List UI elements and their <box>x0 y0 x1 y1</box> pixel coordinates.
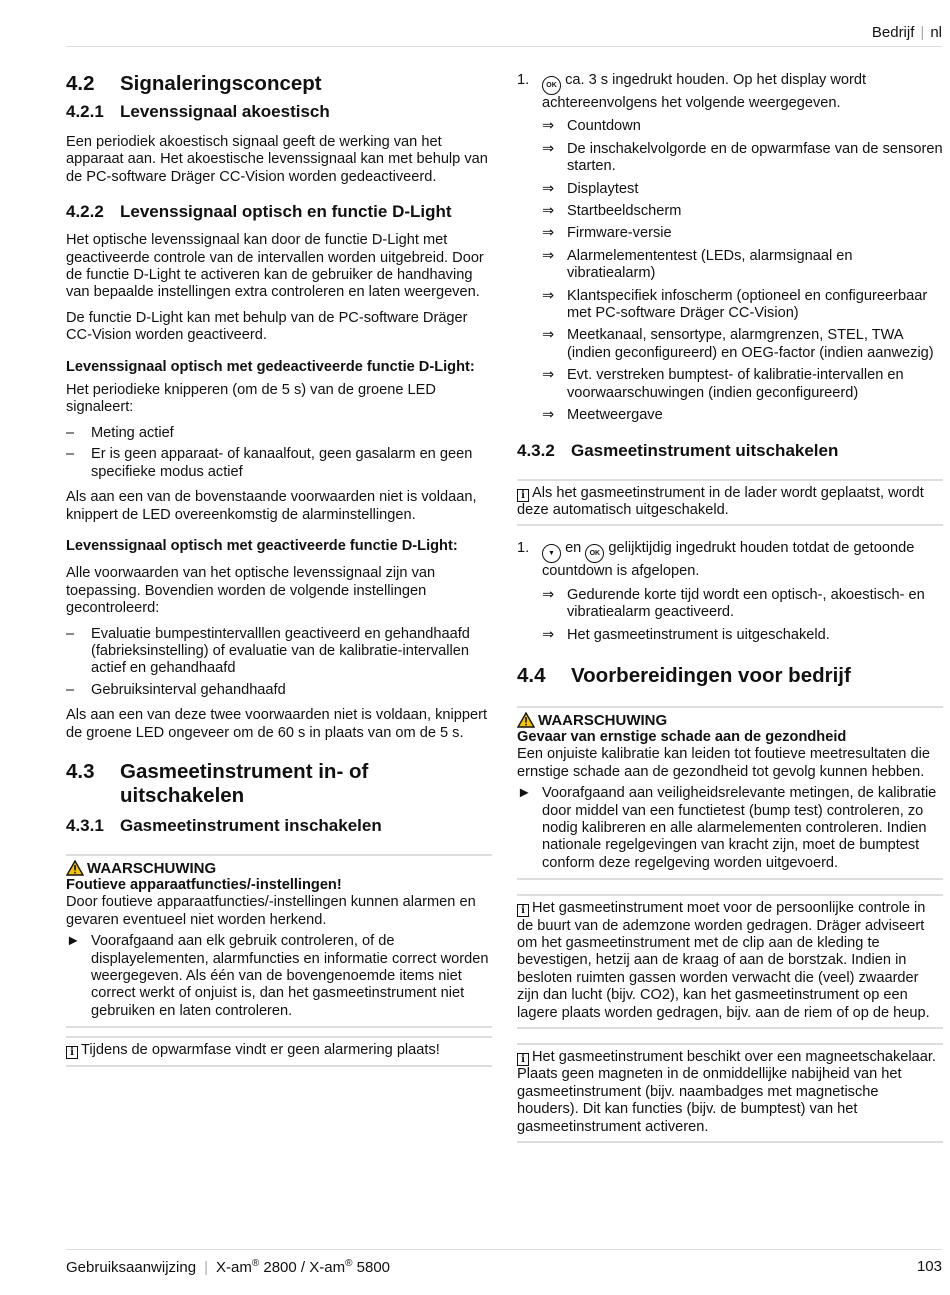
paragraph: Een periodiek akoestisch signaal geeft de werking van het apparaat aan. Het akoestische levenssignaal kan met behulp van de PC-software Dräger CC-Vision worden gedeactiveerd. <box>66 134 488 185</box>
list-item: – Er is geen apparaat- of kanaalfout, geen gasalarm en geen specifieke modus actief <box>66 446 473 480</box>
paragraph: Als aan een van de bovenstaande voorwaarden niet is voldaan, knippert de LED overeenkomstig de alarminstellingen. <box>66 489 477 523</box>
page-footer <box>66 1258 942 1276</box>
result-item: ⇒ Displaytest <box>542 180 639 197</box>
result-item: ⇒ Gedurende korte tijd wordt een optisch-, akoestisch- en vibratiealarm geactiveerd. <box>542 586 925 621</box>
right-column <box>517 72 943 1151</box>
warning-icon <box>517 712 535 728</box>
result-item: ⇒ Countdown <box>542 118 641 135</box>
result-item: ⇒ Klantspecifiek infoscherm (optioneel en configureerbaar met PC-software Dräger CC-Vision) <box>542 287 928 322</box>
result-item: ⇒ De inschakelvolgorde en de opwarmfase van de sensoren starten. <box>542 140 943 175</box>
paragraph: De functie D-Light kan met behulp van de PC-software Dräger CC-Vision worden geactiveerd. <box>66 309 468 344</box>
ok-button-icon: OK <box>542 76 561 95</box>
warning-box <box>517 706 943 880</box>
list-item: – Meting actief <box>66 424 174 441</box>
step-1-switch-off: 1. ▼ en OK gelijktijdig ingedrukt houden totdat de getoonde countdown is afgelopen. <box>517 540 915 580</box>
info-icon: i <box>66 1046 78 1059</box>
result-item: ⇒ Startbeeldscherm <box>542 203 682 220</box>
warning-text: Door foutieve apparaatfuncties/-instellingen kunnen alarmen en gevaren eventueel niet worden herkend. <box>66 894 476 928</box>
section-heading-4-2-1: 4.2.1 Levenssignaal akoestisch <box>66 102 330 121</box>
section-heading-4-3-2: 4.3.2 Gasmeetinstrument uitschakelen <box>517 440 839 460</box>
header-language: nl <box>930 24 942 41</box>
header-section: Bedrijf <box>871 24 915 41</box>
section-heading-4-2: 4.2 Signaleringsconcept <box>66 72 322 95</box>
subheading-activated: Levenssignaal optisch met geactiveerde functie D-Light: <box>66 537 458 554</box>
action-icon: ► <box>66 933 81 950</box>
info-icon: i <box>517 904 529 917</box>
result-item: ⇒ Alarmelemententest (LEDs, alarmsignaal en vibratiealarm) <box>542 247 853 282</box>
warning-subtitle: Foutieve apparaatfuncties/-instellingen! <box>66 876 342 893</box>
warning-text: Een onjuiste kalibratie kan leiden tot foutieve meetresultaten die ernstige schade aan de gezondheid tot gevolg kunnen hebben. <box>517 746 930 780</box>
ok-button-icon: OK <box>585 544 604 563</box>
warning-subtitle: Gevaar van ernstige schade aan de gezondheid <box>517 728 847 745</box>
list-item: – Evaluatie bumpestintervalllen geactiveerd en gehandhaafd (fabrieksinstelling) of evaluatie van de kalibratie-intervallen actief en gehandhaafd <box>66 625 470 677</box>
subheading-deactivated: Levenssignaal optisch met gedeactiveerde functie D-Light: <box>66 358 475 375</box>
result-item: ⇒ Het gasmeetinstrument is uitgeschakeld. <box>542 626 830 643</box>
list-item: – Gebruiksinterval gehandhaafd <box>66 681 286 698</box>
warning-title: WAARSCHUWING <box>517 712 943 729</box>
info-box: i Het gasmeetinstrument beschikt over een magneetschakelaar. Plaats geen magneten in de onmiddellijke nabijheid van het gasmeetinstrument (bijv. naambadges met magnetische houders). Dit kan functies (bijv. de bumptest) van het gasmeetinstrument activeren. <box>517 1043 943 1143</box>
footer-document: Gebruiksaanwijzing | X-am® 2800 / X-am® 5800 <box>66 1258 391 1276</box>
warning-action: ► Voorafgaand aan veiligheidsrelevante metingen, de kalibratie door middel van een functietest (bump test) controleren, zo nodig kalibreren en alle alarmelementen controleren. Indien nationale regelgevingen van kracht zijn, moet de bumptest conform deze regelgeving worden uitgevoerd. <box>517 785 937 871</box>
section-heading-4-3-1: 4.3.1 Gasmeetinstrument inschakelen <box>66 815 382 835</box>
info-box: i Het gasmeetinstrument moet voor de persoonlijke controle in de buurt van de ademzone worden gedragen. Dräger adviseert om het gasmeetinstrument met de clip aan de kleding te bevestigen, hetzij aan de kraag of aan de borstzak. Indien in besloten ruimten gassen worden verwacht die (veel) zwaarder zijn dan lucht (bijv. CO2), kan het gasmeetinstrument op een lagere plaats worden gedragen, bijv. aan de riem of op de heup. <box>517 894 943 1029</box>
warning-action: ► Voorafgaand aan elk gebruik controleren, of de displayelementen, alarmfuncties en informatie correct worden weergegeven. Als één van de bovengenoemde items niet correct werkt of onjuist is, dan het gasmeetinstrument niet gebruiken en laten controleren. <box>66 933 489 1019</box>
section-heading-4-4: 4.4 Voorbereidingen voor bedrijf <box>517 663 851 687</box>
section-heading-4-3: 4.3 Gasmeetinstrument in- of uitschakelen <box>66 759 369 807</box>
header-separator: | <box>920 24 925 41</box>
result-item: ⇒ Meetweergave <box>542 407 663 424</box>
result-item: ⇒ Firmware-versie <box>542 225 672 242</box>
info-icon: i <box>517 1053 529 1066</box>
paragraph: Het periodieke knipperen (om de 5 s) van de groene LED signaleert: <box>66 382 436 416</box>
result-item: ⇒ Meetkanaal, sensortype, alarmgrenzen, STEL, TWA (indien geconfigureerd) en OEG-factor (indien aanwezig) <box>542 327 934 361</box>
result-item: ⇒ Evt. verstreken bumptest- of kalibratie-intervallen en voorwaarschuwingen (indien geconfigureerd) <box>542 367 904 401</box>
step-1-switch-on: 1. OK ca. 3 s ingedrukt houden. Op het display wordt achtereenvolgens het volgende weergegeven. <box>517 72 867 111</box>
header-rule <box>66 46 942 47</box>
footer-rule <box>66 1249 942 1250</box>
info-box: i Als het gasmeetinstrument in de lader wordt geplaatst, wordt deze automatisch uitgeschakeld. <box>517 479 943 527</box>
paragraph: Het optische levenssignaal kan door de functie D-Light met geactiveerde controle van de intervallen worden uitgebreid. Door de functie D-Light te activeren kan de gebruiker de handhaving van bepaalde instellingen extra controleren en laten weergeven. <box>66 232 484 301</box>
info-icon: i <box>517 489 529 502</box>
down-button-icon: ▼ <box>542 544 561 563</box>
page-number: 103 <box>916 1258 942 1275</box>
paragraph: Als aan een van deze twee voorwaarden niet is voldaan, knippert de groene LED ongeveer om de 60 s in plaats van om de 5 s. <box>66 707 488 741</box>
warning-box <box>66 854 492 1028</box>
section-heading-4-2-2: 4.2.2 Levenssignaal optisch en functie D-Light <box>66 202 452 222</box>
warning-title: WAARSCHUWING <box>66 860 492 877</box>
warning-icon <box>66 860 84 876</box>
left-column <box>66 72 492 1075</box>
page-header <box>872 24 942 41</box>
info-box: i Tijdens de opwarmfase vindt er geen alarmering plaats! <box>66 1036 492 1066</box>
paragraph: Alle voorwaarden van het optische levenssignaal zijn van toepassing. Bovendien worden de volgende instellingen gecontroleerd: <box>66 565 436 617</box>
action-icon: ► <box>517 785 532 802</box>
